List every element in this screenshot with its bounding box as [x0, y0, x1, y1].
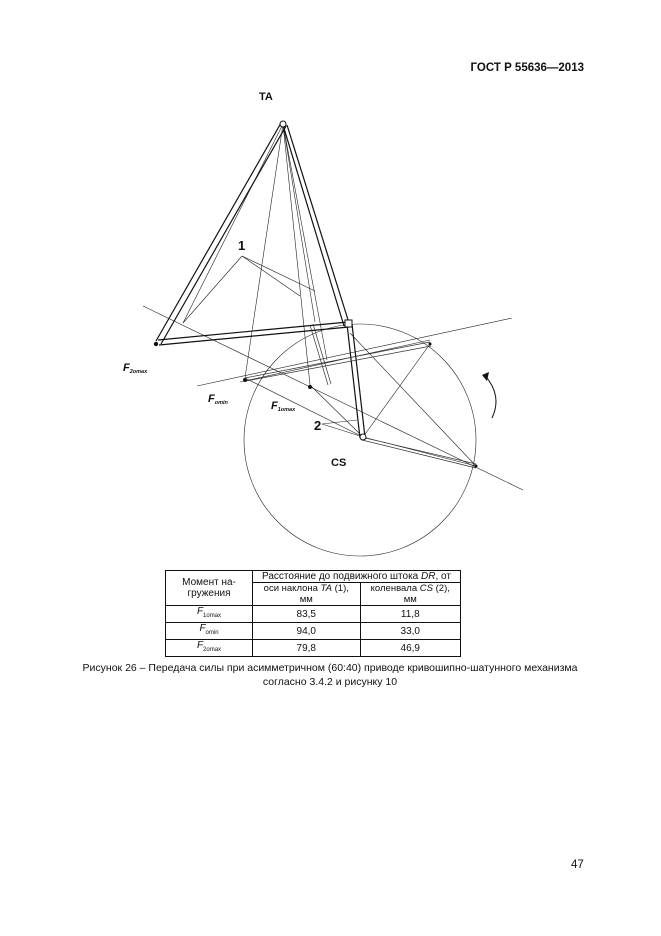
label-f2omax: F2omax	[123, 362, 148, 375]
table-row	[166, 640, 461, 657]
rod-ta-joint-a	[283, 125, 344, 326]
row-cs-value: 11,8	[360, 606, 460, 623]
cs-line-5	[245, 378, 363, 437]
ta-line-3	[283, 124, 315, 322]
row-label: $F_{2omax}$	[166, 640, 253, 657]
point-top-right	[429, 343, 432, 346]
rod-mid-horiz-b	[246, 346, 431, 381]
point-f1omax	[308, 385, 312, 389]
label-cs: CS	[331, 457, 347, 469]
row-ta-value: 94,0	[253, 623, 361, 640]
caption-line-2: согласно 3.4.2 и рисунку 10	[262, 676, 398, 688]
rod-mid-horiz-a	[245, 342, 430, 378]
crank-circle	[244, 324, 476, 556]
leader-1b	[242, 256, 300, 296]
header-ta-col: оси наклона TA (1), мм	[253, 583, 361, 606]
header-distance-group: Расстояние до подвижного штока DR, от	[253, 571, 461, 583]
table-header-row	[166, 571, 461, 583]
row-ta-value: 79,8	[253, 640, 361, 657]
point-fomin	[243, 378, 247, 382]
rod-cs-right-a	[361, 437, 476, 464]
callout-1: 1	[238, 238, 246, 253]
joint-upper	[345, 320, 352, 327]
callout-2: 2	[314, 418, 322, 433]
table-row	[166, 606, 461, 623]
row-ta-value: 83,5	[253, 606, 361, 623]
cs-line-4	[350, 333, 476, 466]
row-label: $F_{omin}$	[166, 623, 253, 640]
leader-1c	[242, 256, 315, 291]
pivot-ta	[280, 121, 286, 127]
label-ta: TA	[259, 91, 273, 103]
rotation-arrow	[487, 378, 496, 418]
document-code: ГОСТ Р 55636—2013	[470, 62, 584, 74]
table-row	[166, 623, 461, 640]
page-number: 47	[571, 859, 584, 871]
cs-line-1	[363, 344, 430, 437]
rod-ta-f2-a	[156, 123, 281, 341]
label-f1omax: F1omax	[271, 400, 296, 413]
header-cs-col: коленвала CS (2), мм	[360, 583, 460, 606]
caption-line-1: Рисунок 26 – Передача силы при асимметричном (60:40) приводе кривошипно-шатунного механизма	[82, 662, 578, 674]
point-right	[475, 465, 478, 468]
ta-line-2	[283, 124, 310, 385]
rod-ta-f2-b	[161, 126, 286, 344]
row-label: $F_{1omax}$	[166, 606, 253, 623]
header-load-moment: Момент на-гружения	[166, 571, 253, 606]
pivot-cs	[360, 434, 366, 440]
label-fomin: Fomin	[208, 393, 228, 406]
row-cs-value: 46,9	[360, 640, 460, 657]
leader-2a	[322, 420, 357, 424]
rod-joint-mid-a	[310, 325, 328, 385]
rod-f2-joint-b	[159, 327, 349, 345]
reference-line-lower	[197, 318, 512, 386]
row-cs-value: 33,0	[360, 623, 460, 640]
distance-table	[165, 570, 461, 657]
point-f2omax	[154, 342, 158, 346]
rod-cs-right-b	[362, 440, 476, 468]
figure-caption	[40, 661, 620, 689]
reference-line-mid	[240, 340, 430, 382]
